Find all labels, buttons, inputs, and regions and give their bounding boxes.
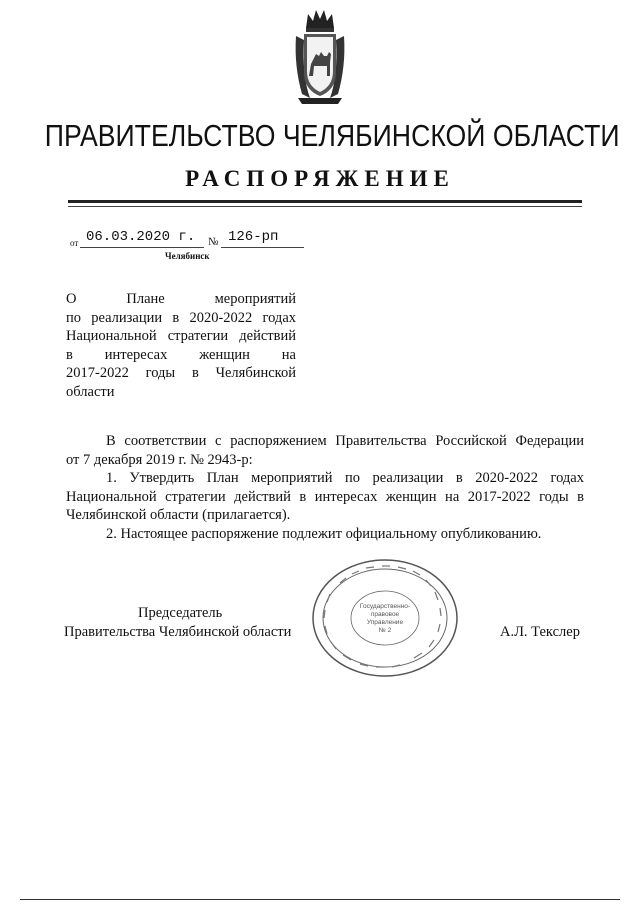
preamble-line: от 7 декабря 2019 г. № 2943-р: bbox=[66, 451, 253, 468]
stamp-text-line: № 2 bbox=[378, 627, 392, 634]
subject-line: 2017-2022 годы в Челябинской bbox=[66, 365, 296, 382]
stamp-text-line: Государственно- bbox=[359, 603, 411, 610]
item-1-line: Челябинской области (прилагается). bbox=[66, 507, 291, 524]
item-1-line: 1. Утвердить План мероприятий по реализации в 2020-2022 годах bbox=[106, 470, 584, 487]
stamp-text-line: Управление bbox=[366, 619, 404, 626]
document-body bbox=[66, 432, 584, 544]
signatory-position-line2: Правительства Челябинской области bbox=[64, 624, 292, 640]
coat-of-arms-emblem bbox=[292, 6, 348, 106]
header-rule-thick bbox=[68, 200, 582, 203]
subject-line: Национальной стратегии действий bbox=[66, 328, 296, 345]
subject-line: О Плане мероприятий bbox=[66, 291, 296, 307]
signatory-name: А.Л. Текслер bbox=[500, 624, 580, 640]
signatory-position-line1: Председатель bbox=[138, 605, 223, 621]
official-stamp bbox=[310, 558, 460, 678]
government-title: ПРАВИТЕЛЬСТВО ЧЕЛЯБИНСКОЙ ОБЛАСТИ bbox=[44, 118, 620, 153]
document-date: 06.03.2020 г. bbox=[80, 229, 204, 248]
item-1-line: Национальной стратегии действий в интересах женщин на 2017-2022 годы в bbox=[66, 488, 584, 505]
city-label: Челябинск bbox=[165, 251, 210, 261]
stamp-text-line: правовое bbox=[370, 611, 400, 618]
subject-line: в интересах женщин на bbox=[66, 346, 296, 363]
document-type-title: РАСПОРЯЖЕНИЕ bbox=[185, 166, 455, 191]
subject-line: по реализации в 2020-2022 годах bbox=[66, 309, 296, 326]
document-subject bbox=[66, 290, 296, 402]
preamble-line: В соответствии с распоряжением Правительства Российской Федерации bbox=[106, 433, 584, 449]
page-bottom-rule bbox=[20, 899, 620, 900]
document-number: 126-рп bbox=[221, 229, 304, 248]
date-prefix-label: от bbox=[70, 238, 79, 248]
subject-line: области bbox=[66, 383, 115, 400]
header-rule-thin bbox=[68, 206, 582, 207]
item-2-line: 2. Настоящее распоряжение подлежит официальному опубликованию. bbox=[106, 525, 542, 542]
number-prefix-label: № bbox=[208, 236, 219, 248]
